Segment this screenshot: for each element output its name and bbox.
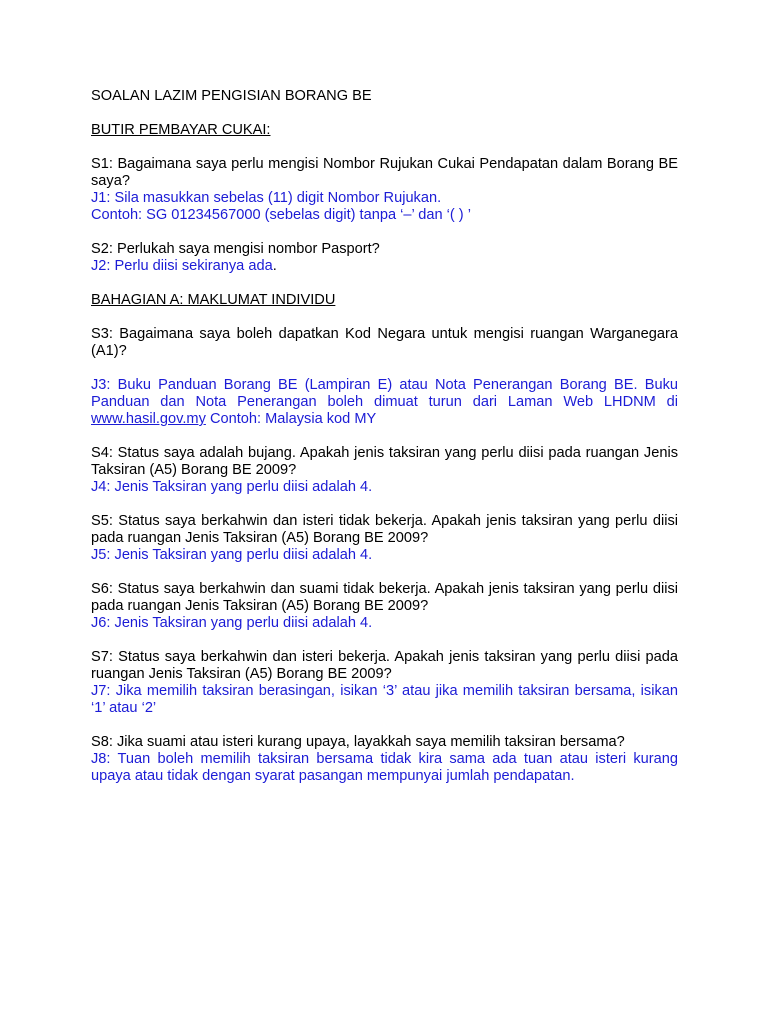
question-s6: S6: Status saya berkahwin dan suami tidak bekerja. Apakah jenis taksiran yang perlu diisi pada ruangan Jenis Taksiran (A5) Borang BE 2009?: [91, 581, 678, 614]
question-s8: S8: Jika suami atau isteri kurang upaya, layakkah saya memilih taksiran bersama?: [91, 734, 625, 750]
question-s4: S4: Status saya adalah bujang. Apakah jenis taksiran yang perlu diisi pada ruangan Jenis Taksiran (A5) Borang BE 2009?: [91, 445, 678, 478]
faq-item-s5: [91, 513, 678, 564]
answer-j1-line2: Contoh: SG 01234567000 (sebelas digit) tanpa ‘–’ dan ‘( ) ’: [91, 207, 471, 223]
question-s5: S5: Status saya berkahwin dan isteri tidak bekerja. Apakah jenis taksiran yang perlu diisi pada ruangan Jenis Taksiran (A5) Borang BE 2009?: [91, 513, 678, 546]
answer-j3: [91, 377, 678, 428]
section-heading-bahagian-a: BAHAGIAN A: MAKLUMAT INDIVIDU: [91, 292, 336, 308]
answer-j3-example: Contoh: Malaysia kod MY: [209, 411, 377, 427]
answer-j1: [91, 190, 678, 224]
question-s2: S2: Perlukah saya mengisi nombor Pasport?: [91, 241, 380, 257]
lhdnm-website-link[interactable]: www.hasil.gov.my: [91, 411, 206, 427]
answer-j7: J7: Jika memilih taksiran berasingan, isikan ‘3’ atau jika memilih taksiran bersama, isikan ‘1’ atau ‘2’: [91, 683, 678, 716]
section-heading-butir-pembayar-cukai: BUTIR PEMBAYAR CUKAI:: [91, 122, 271, 138]
faq-item-s1: [91, 156, 678, 224]
answer-j2: [91, 258, 678, 275]
faq-item-s8: [91, 734, 678, 785]
faq-item-s4: [91, 445, 678, 496]
answer-j3-text: J3: Buku Panduan Borang BE (Lampiran E) atau Nota Penerangan Borang BE. Buku Panduan dan Nota Penerangan boleh dimuat turun dari Laman Web LHDNM di: [91, 377, 678, 410]
faq-item-s3: [91, 326, 678, 428]
answer-j8: J8: Tuan boleh memilih taksiran bersama tidak kira sama ada tuan atau isteri kurang upaya atau tidak dengan syarat pasangan mempunyai jumlah pendapatan.: [91, 751, 678, 784]
document-title: SOALAN LAZIM PENGISIAN BORANG BE: [91, 88, 372, 104]
answer-j5: J5: Jenis Taksiran yang perlu diisi adalah 4.: [91, 547, 373, 563]
answer-j2-period: .: [272, 258, 277, 274]
answer-j2-text: J2: Perlu diisi sekiranya ada: [91, 258, 273, 274]
question-s1: S1: Bagaimana saya perlu mengisi Nombor Rujukan Cukai Pendapatan dalam Borang BE saya?: [91, 156, 678, 189]
question-s7: S7: Status saya berkahwin dan isteri bekerja. Apakah jenis taksiran yang perlu diisi pada ruangan Jenis Taksiran (A5) Borang BE 2009?: [91, 649, 678, 682]
answer-j1-line1: J1: Sila masukkan sebelas (11) digit Nombor Rujukan.: [91, 190, 442, 206]
faq-item-s7: [91, 649, 678, 717]
faq-item-s2: [91, 241, 678, 275]
faq-item-s6: [91, 581, 678, 632]
question-s3: S3: Bagaimana saya boleh dapatkan Kod Negara untuk mengisi ruangan Warganegara (A1)?: [91, 326, 678, 359]
answer-j4: J4: Jenis Taksiran yang perlu diisi adalah 4.: [91, 479, 373, 495]
answer-j6: J6: Jenis Taksiran yang perlu diisi adalah 4.: [91, 615, 373, 631]
